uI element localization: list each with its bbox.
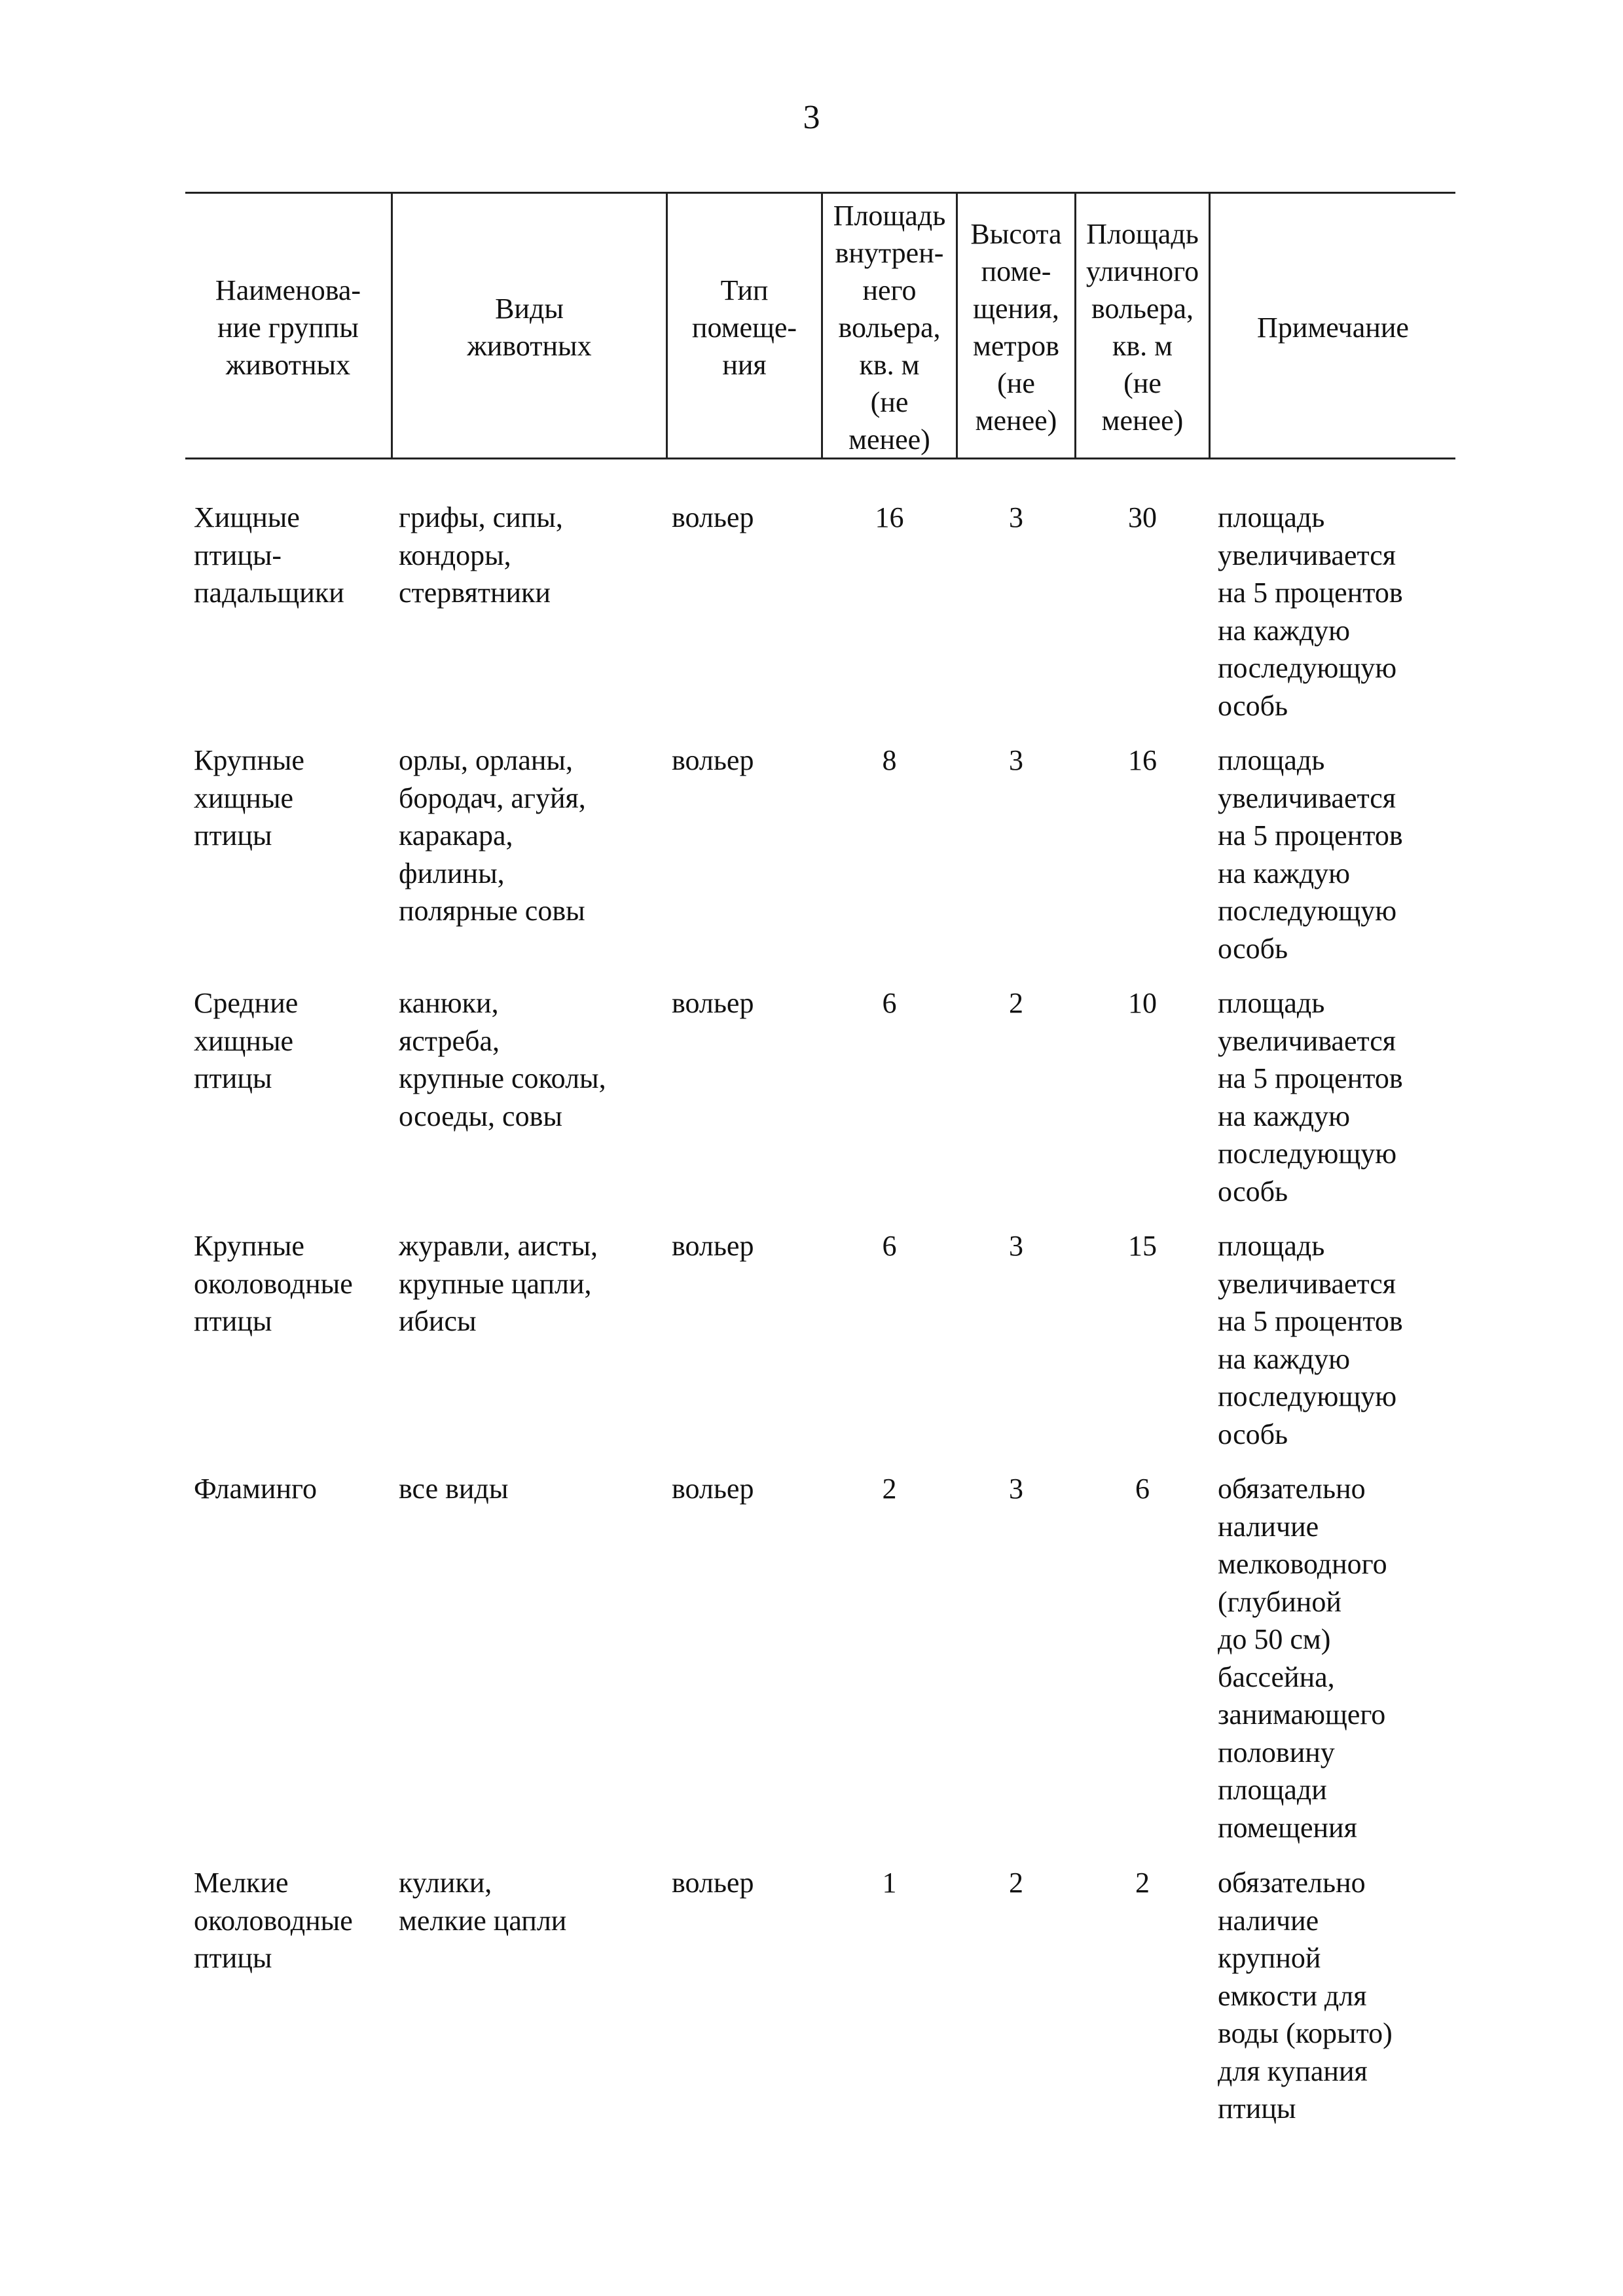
table-top-rule bbox=[185, 192, 1455, 194]
group-cell: Средние хищные птицы bbox=[194, 987, 299, 1094]
species-cell: канюки, ястреба, крупные соколы, осоеды, совы bbox=[399, 987, 606, 1132]
height-cell: 3 bbox=[1009, 1473, 1023, 1505]
note-cell: площадь увеличивается на 5 процентов на каждую последующую особь bbox=[1218, 1230, 1403, 1450]
note-cell: площадь увеличивается на 5 процентов на каждую последующую особь bbox=[1218, 987, 1403, 1208]
header-species: Виды животных bbox=[467, 293, 592, 362]
height-cell: 2 bbox=[1009, 987, 1023, 1019]
header-premises-type: Тип помеще- ния bbox=[691, 274, 797, 381]
species-cell: орлы, орланы, бородач, агуйя, каракара, филины, полярные совы bbox=[399, 744, 586, 927]
inner-area-cell: 2 bbox=[882, 1473, 897, 1505]
species-cell: журавли, аисты, крупные цапли, ибисы bbox=[399, 1230, 598, 1337]
type-cell: вольер bbox=[672, 501, 754, 533]
type-cell: вольер bbox=[672, 744, 754, 776]
type-cell: вольер bbox=[672, 987, 754, 1019]
header-note: Примечание bbox=[1257, 311, 1409, 344]
group-cell: Хищные птицы- падальщики bbox=[194, 501, 344, 609]
note-cell: обязательно наличие мелководного (глубиной до 50 см) бассейна, занимающего половину площади помещения bbox=[1218, 1473, 1387, 1844]
outer-area-cell: 2 bbox=[1135, 1867, 1150, 1899]
header-height: Высота поме- щения, метров (не менее) bbox=[970, 218, 1062, 437]
species-cell: все виды bbox=[399, 1473, 509, 1505]
group-cell: Крупные хищные птицы bbox=[194, 744, 304, 852]
type-cell: вольер bbox=[672, 1230, 754, 1262]
note-cell: площадь увеличивается на 5 процентов на каждую последующую особь bbox=[1218, 501, 1403, 722]
outer-area-cell: 6 bbox=[1135, 1473, 1150, 1505]
height-cell: 3 bbox=[1009, 501, 1023, 533]
height-cell: 3 bbox=[1009, 744, 1023, 776]
outer-area-cell: 10 bbox=[1128, 987, 1157, 1019]
inner-area-cell: 6 bbox=[882, 987, 897, 1019]
height-cell: 3 bbox=[1009, 1230, 1023, 1262]
header-inner-area: Площадь внутрен- него вольера, кв. м (не менее) bbox=[833, 199, 946, 456]
inner-area-cell: 1 bbox=[882, 1867, 897, 1899]
species-cell: грифы, сипы, кондоры, стервятники bbox=[399, 501, 563, 609]
page-number: 3 bbox=[803, 99, 820, 136]
type-cell: вольер bbox=[672, 1473, 754, 1505]
type-cell: вольер bbox=[672, 1867, 754, 1899]
species-cell: кулики, мелкие цапли bbox=[399, 1867, 567, 1937]
outer-area-cell: 15 bbox=[1128, 1230, 1157, 1262]
height-cell: 2 bbox=[1009, 1867, 1023, 1899]
inner-area-cell: 16 bbox=[875, 501, 904, 533]
outer-area-cell: 30 bbox=[1128, 501, 1157, 533]
note-cell: обязательно наличие крупной емкости для воды (корыто) для купания птицы bbox=[1218, 1867, 1393, 2125]
header-outer-area: Площадь уличного вольера, кв. м (не менее) bbox=[1085, 218, 1199, 437]
group-cell: Фламинго bbox=[194, 1473, 317, 1505]
header-group: Наименова- ние группы животных bbox=[215, 274, 361, 381]
inner-area-cell: 8 bbox=[882, 744, 897, 776]
inner-area-cell: 6 bbox=[882, 1230, 897, 1262]
group-cell: Мелкие околоводные птицы bbox=[194, 1867, 353, 1974]
group-cell: Крупные околоводные птицы bbox=[194, 1230, 353, 1337]
outer-area-cell: 16 bbox=[1128, 744, 1157, 776]
note-cell: площадь увеличивается на 5 процентов на каждую последующую особь bbox=[1218, 744, 1403, 965]
